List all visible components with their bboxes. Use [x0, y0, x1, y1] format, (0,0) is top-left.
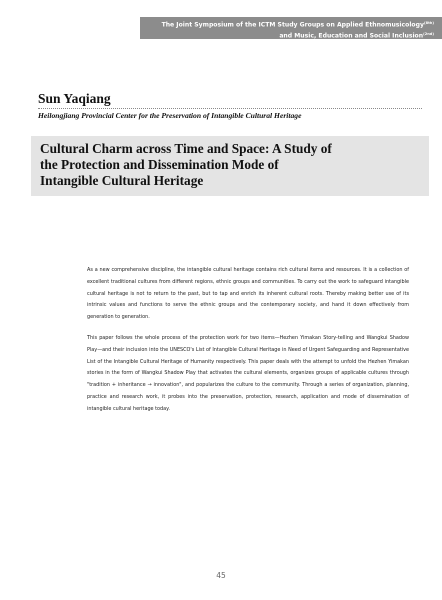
author-name: Sun Yaqiang: [38, 91, 111, 106]
abstract: [87, 265, 409, 425]
symposium-header-band: [140, 17, 442, 39]
abstract-paragraph-2: This paper follows the whole process of the protection work for two items—Hezhen Yimakan Story-telling and Wangkui Shadow Play—and their inclusion into the UNESCO's List of Intangible Cultural Heritage in Need of Urgent Safeguarding and Representative List of the Intangible Cultural Heritage of Humanity respectively. This paper deals with the attempt to unfold the Hezhen Yimakan stories in the form of Wangkui Shadow Play that activates the cultural elements, organizes groups of applicable cultures through "tradition + inheritance → innovation", and popularizes the culture to the community. Through a series of organization, planning, practice and research work, it probes into the preservation, protection, research, application and mode of dissemination of intangible cultural heritage today.: [87, 334, 409, 412]
paper-title: Cultural Charm across Time and Space: A Study of the Protection and Dissemination Mode of Intangible Cultural Heritage: [40, 141, 332, 188]
header-line-2: and Music, Education and Social Inclusion$^{(2nd)}$: [279, 31, 434, 39]
header-line-2-superscript: (2nd): [423, 31, 434, 36]
header-line-1-superscript: (8th): [423, 21, 434, 25]
abstract-paragraph-1: As a new comprehensive discipline, the intangible cultural heritage contains rich cultural items and resources. It is a collection of excellent traditional cultures from different regions, ethnic groups and communities. To carry out the work to safeguard intangible cultural heritage is not to return to the past, but to tap and enrich its inherent cultural roots. Thereby making better use of its intrinsic values and functions to serve the ethnic groups and the contemporary society, and hand it down effectively from generation to generation.: [87, 267, 409, 321]
page-number: 45: [216, 571, 226, 580]
author-divider: [38, 108, 422, 109]
title-band: [31, 136, 429, 196]
header-line-1: The Joint Symposium of the ICTM Study Groups on Applied Ethnomusicology$^{(8th)}$: [161, 21, 434, 29]
symposium-header-text: [162, 19, 434, 40]
author-affiliation: Heilongjiang Provincial Center for the Preservation of Intangible Cultural Heritage: [38, 111, 302, 120]
